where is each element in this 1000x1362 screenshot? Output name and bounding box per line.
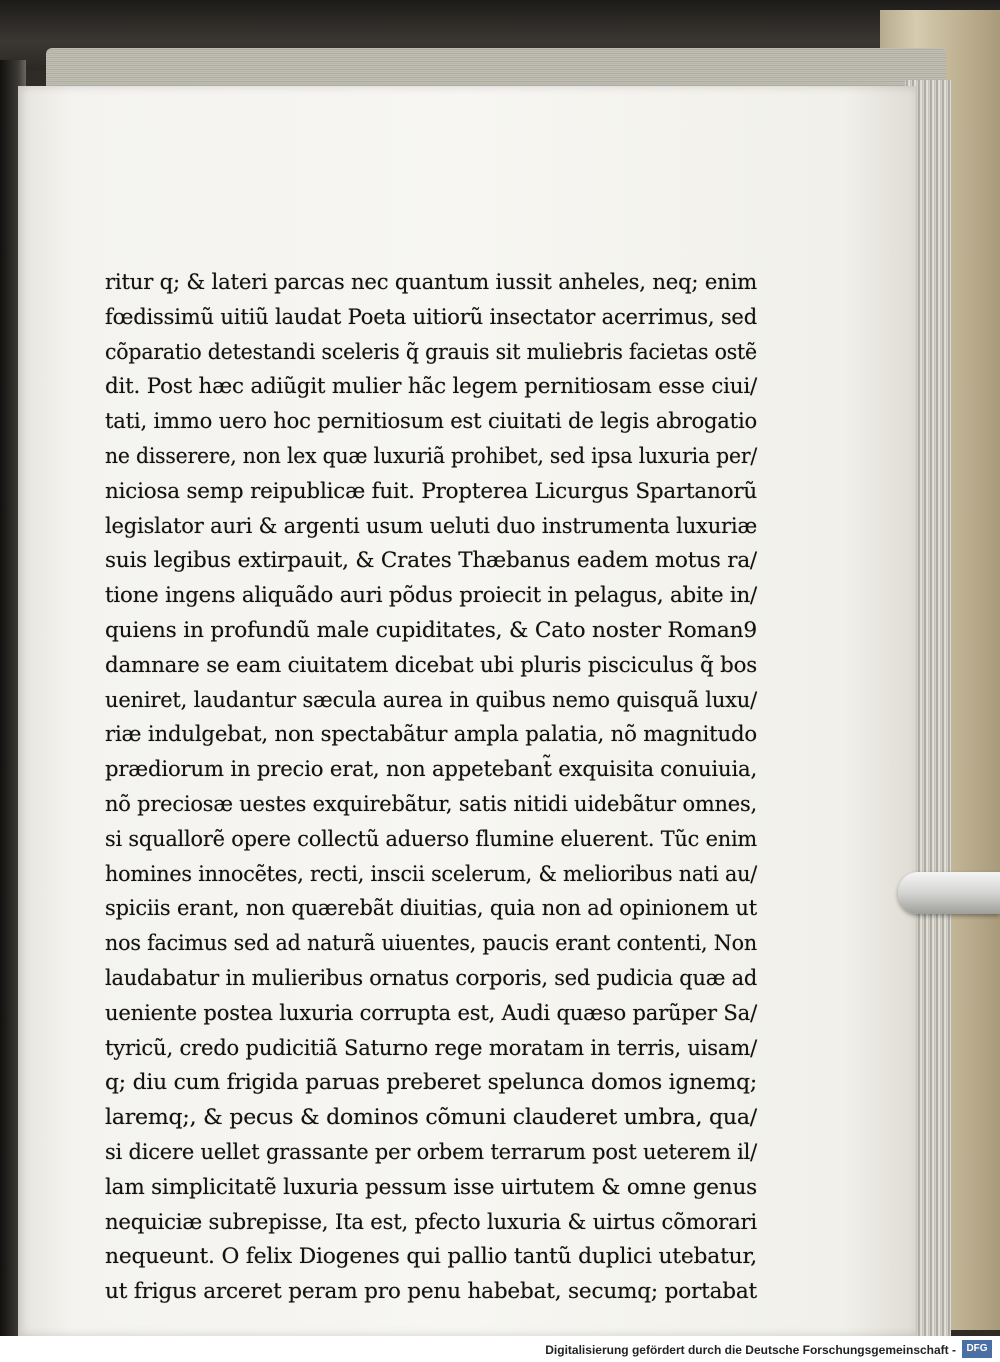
- text-line: suis legibus extirpauit, & Crates Thæbanus eadem motus ra/: [105, 548, 757, 574]
- text-line: fœdissimũ uitiũ laudat Poeta uitiorũ insectator acerrimus, sed: [105, 304, 757, 330]
- page-clip: [898, 872, 1000, 914]
- text-line: riæ indulgebat, non spectabãtur ampla palatia, nõ magnitudo: [105, 722, 757, 748]
- text-line: tyricũ, credo pudicitiã Saturno rege moratam in terris, uisam/: [105, 1035, 758, 1061]
- text-line: laremq;, & pecus & dominos cõmuni clauderet umbra, qua/: [105, 1105, 757, 1131]
- dfg-logo: DFG: [962, 1340, 992, 1358]
- text-line: cõparatio detestandi sceleris q̃ grauis sit muliebris facietas ostẽ: [105, 339, 757, 365]
- book-page: [18, 86, 916, 1336]
- text-line: nõ preciosæ uestes exquirebãtur, satis nitidi uidebãtur omnes,: [105, 791, 757, 817]
- text-line: legislator auri & argenti usum ueluti duo instrumenta luxuriæ: [105, 513, 758, 539]
- digitization-credit: Digitalisierung gefördert durch die Deutsche Forschungsgemeinschaft -: [545, 1343, 956, 1357]
- text-line: ritur q; & lateri parcas nec quantum iussit anheles, neq; enim: [105, 270, 758, 295]
- text-line: tione ingens aliquãdo auri põdus proiecit in pelagus, abite in/: [105, 583, 758, 609]
- text-line: si squallorẽ opere collectũ aduerso flumine eluerent. Tũc enim: [105, 826, 758, 852]
- page-edges-top: [46, 48, 946, 86]
- text-line: quiens in profundũ male cupiditates, & Cato noster Roman9: [105, 617, 758, 643]
- text-line: spiciis erant, non quærebãt diuitias, quia non ad opinionem ut: [105, 896, 757, 922]
- text-line: laudabatur in mulieribus ornatus corporis, sed pudicia quæ ad: [105, 965, 758, 991]
- text-line: prædiorum in precio erat, non appetebant̃ exquisita conuiuia,: [105, 757, 758, 783]
- text-line: nequeunt. O felix Diogenes qui pallio tantũ duplici utebatur,: [105, 1244, 758, 1270]
- text-line: damnare se eam ciuitatem dicebat ubi pluris pisciculus q̃ bos: [105, 652, 758, 678]
- text-line: q; diu cum frigida paruas preberet spelunca domos ignemq;: [105, 1070, 758, 1096]
- text-line: niciosa semp reipublicæ fuit. Propterea Licurgus Spartanorũ: [105, 478, 758, 504]
- text-line: si dicere uellet grassante per orbem terrarum post ueterem il/: [105, 1139, 758, 1165]
- text-line: ut frigus arceret peram pro penu habebat, secumq; portabat: [105, 1279, 758, 1305]
- page-text: [105, 266, 765, 1310]
- text-line: nequiciæ subrepisse, Ita est, pfecto luxuria & uirtus cõmorari: [105, 1209, 757, 1235]
- text-line: lam simplicitatẽ luxuria pessum isse uirtutem & omne genus: [105, 1174, 757, 1200]
- text-line: ne disserere, non lex quæ luxuriã prohibet, sed ipsa luxuria per/: [105, 443, 758, 469]
- text-line: homines innocẽtes, recti, inscii scelerum, & melioribus nati au/: [105, 861, 758, 887]
- text-line: ueniente postea luxuria corrupta est, Audi quæso parũper Sa/: [105, 1000, 757, 1026]
- text-line: nos facimus sed ad naturã uiuentes, paucis erant contenti, Non: [105, 931, 757, 957]
- text-line: tati, immo uero hoc pernitiosum est ciuitati de legis abrogatio: [105, 409, 758, 435]
- text-line: ueniret, laudantur sæcula aurea in quibus nemo quisquã luxu/: [105, 687, 757, 713]
- text-line: dit. Post hæc adiũgit mulier hãc legem pernitiosam esse ciui/: [105, 374, 757, 400]
